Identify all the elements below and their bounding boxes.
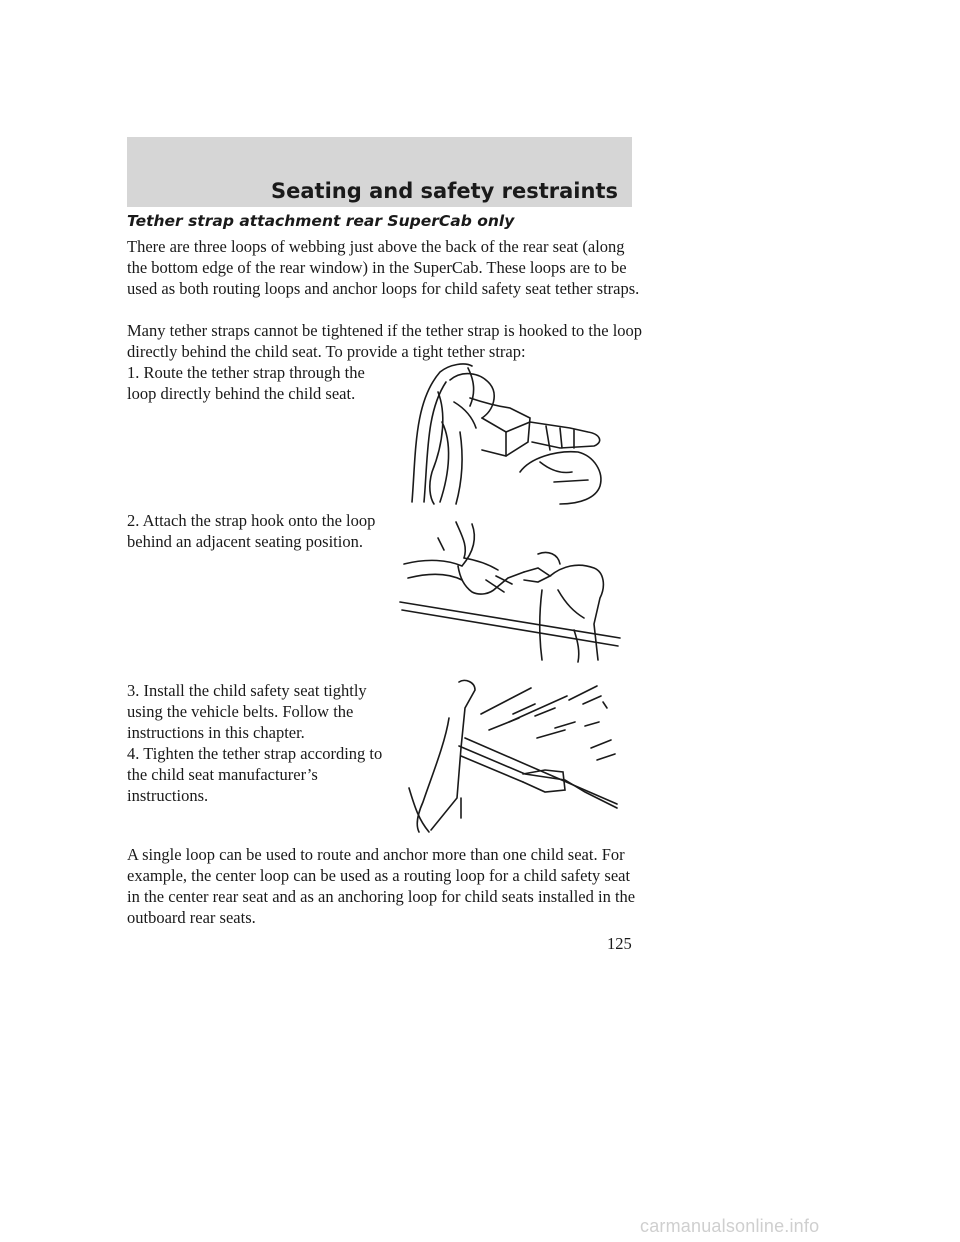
page-section-title: Seating and safety restraints [271,179,618,203]
illustration-tether-along-window [405,678,620,833]
step-3-text: 3. Install the child safety seat tightly using the vehicle belts. Follow the instructions in this chapter. [127,681,367,742]
illustration-route-tether-strap [410,362,610,507]
watermark-text: carmanualsonline.info [640,1216,820,1236]
step-2-text: 2. Attach the strap hook onto the loop behind an adjacent seating position. [127,511,376,551]
step-1-text: 1. Route the tether strap through the loop directly behind the child seat. [127,363,365,403]
page-number: 125 [607,934,632,953]
intro-paragraph: There are three loops of webbing just above the back of the rear seat (along the bottom edge of the rear window) in the SuperCab. These loops are to be used as both routing loops and anchor loops for child safety seat tether straps. [127,237,640,298]
closing-paragraph: A single loop can be used to route and anchor more than one child seat. For example, the center loop can be used as a routing loop for a child safety seat in the center rear seat and as an anchoring loop for child seats installed in the outboard rear seats. [127,845,636,927]
note-paragraph: Many tether straps cannot be tightened if the tether strap is hooked to the loop directly behind the child seat. To provide a tight tether strap: [127,321,643,361]
section-header-band [127,137,632,207]
illustration-attach-strap-hook [398,520,623,665]
section-heading: Tether strap attachment rear SuperCab only [127,212,515,230]
step-4-text: 4. Tighten the tether strap according to the child seat manufacturer’s instructions. [127,744,383,805]
